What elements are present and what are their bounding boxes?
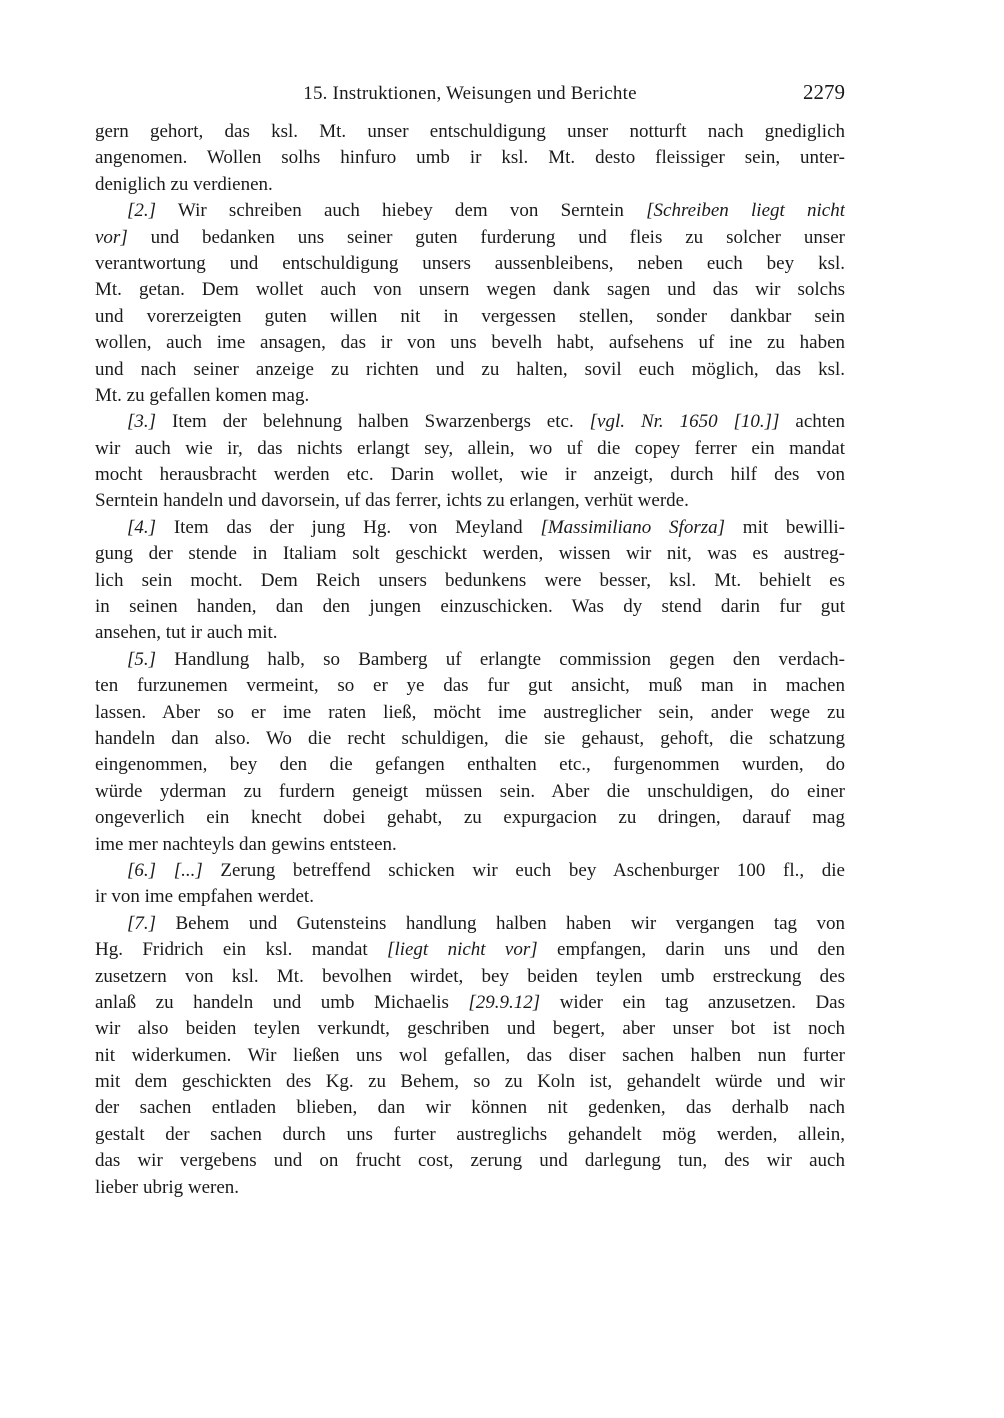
paragraph	[95, 198, 845, 409]
editorial-note: [6.] [...]	[127, 859, 203, 881]
text-line	[95, 119, 845, 145]
text-line	[95, 673, 845, 699]
text-run: und nach seiner anzeige zu richten und zu halten, sovil euch möglich, das ksl.	[95, 358, 845, 380]
text-run: das wir vergebens und on frucht cost, zerung und darlegung tun, des wir auch	[95, 1150, 845, 1172]
editorial-note: [4.]	[127, 516, 157, 538]
text-line	[95, 277, 845, 303]
text-line	[95, 515, 845, 541]
text-run: ansehen, tut ir auch mit.	[95, 622, 278, 644]
paragraph	[95, 647, 845, 858]
text-line	[95, 1043, 845, 1069]
editorial-note: [5.]	[127, 648, 157, 670]
text-run: eingenommen, bey den die gefangen enthalten etc., furgenommen wurden, do	[95, 754, 845, 776]
text-run: Hg. Fridrich ein ksl. mandat	[95, 939, 388, 961]
text-line	[95, 700, 845, 726]
paragraph	[95, 858, 845, 911]
text-line	[95, 409, 845, 435]
text-run: und bedanken uns seiner guten furderung und fleis zu solcher unser	[127, 226, 845, 248]
text-run: Zerung betreffend schicken wir euch bey Aschenburger 100 fl., die	[202, 859, 845, 881]
text-run: mit dem geschickten des Kg. zu Behem, so zu Koln ist, gehandelt würde und wir	[95, 1071, 845, 1093]
text-line	[95, 304, 845, 330]
editorial-note: [2.]	[127, 200, 157, 222]
paragraph	[95, 515, 845, 647]
text-run: Item der belehnung halben Swarzenbergs etc.	[156, 411, 590, 433]
text-line	[95, 1175, 845, 1201]
text-line	[95, 779, 845, 805]
text-line	[95, 568, 845, 594]
page-header	[95, 82, 845, 106]
text-line	[95, 1122, 845, 1148]
text-run: wollen, auch ime ansagen, das ir von uns bevelh habt, aufsehens uf ine zu haben	[95, 332, 845, 354]
editorial-note: [vgl. Nr. 1650 [10.]]	[589, 411, 780, 433]
editorial-note: vor]	[95, 226, 128, 248]
text-line	[95, 436, 845, 462]
text-run: Item das der jung Hg. von Meyland	[156, 516, 541, 538]
text-run: zusetzern von ksl. Mt. bevolhen wirdet, bey beiden teylen umb erstreckung des	[95, 965, 845, 987]
text-line	[95, 1095, 845, 1121]
text-line	[95, 488, 845, 514]
text-run: gestalt der sachen durch uns furter austreglichs gehandelt mög werden, allein,	[95, 1123, 845, 1145]
editorial-note: [7.]	[127, 912, 157, 934]
text-line	[95, 911, 845, 937]
text-run: Wir schreiben auch hiebey dem von Serntein	[156, 200, 647, 222]
text-line	[95, 752, 845, 778]
text-line	[95, 541, 845, 567]
text-line	[95, 462, 845, 488]
text-line	[95, 1148, 845, 1174]
text-line	[95, 198, 845, 224]
text-run: mit bewilli-	[725, 516, 845, 538]
text-run: ongeverlich ein knecht dobei gehabt, zu expurgacion zu dringen, darauf mag	[95, 807, 845, 829]
text-line	[95, 805, 845, 831]
text-line	[95, 964, 845, 990]
paragraph	[95, 119, 845, 198]
text-line	[95, 251, 845, 277]
text-run: Mt. zu gefallen komen mag.	[95, 384, 310, 406]
text-line	[95, 832, 845, 858]
text-line	[95, 145, 845, 171]
text-line	[95, 937, 845, 963]
text-line	[95, 884, 845, 910]
text-run: empfangen, darin uns und den	[537, 939, 845, 961]
text-run: ime mer nachteyls dan gewins entsteen.	[95, 833, 397, 855]
text-line	[95, 647, 845, 673]
text-run: und vorerzeigten guten willen nit in vergessen stellen, sonder dankbar sein	[95, 305, 845, 327]
text-line	[95, 1016, 845, 1042]
text-run: wir auch wie ir, das nichts erlangt sey, allein, wo uf die copey ferrer ein mandat	[95, 437, 845, 459]
text-run: in seinen handen, dan den jungen einzuschicken. Was dy stend darin fur gut	[95, 596, 845, 618]
text-run: wir also beiden teylen verkundt, geschriben und begert, aber unser bot ist noch	[95, 1018, 845, 1040]
text-run: mocht herausbracht werden etc. Darin wollet, wie ir anzeigt, durch hilf des von	[95, 464, 845, 486]
text-run: verantwortung und entschuldigung unsers aussenbleibens, neben euch bey ksl.	[95, 252, 845, 274]
running-header: 15. Instruktionen, Weisungen und Berichte	[303, 83, 637, 104]
text-run: achten	[779, 411, 845, 433]
text-run: Mt. getan. Dem wollet auch von unsern wegen dank sagen und das wir solchs	[95, 279, 845, 301]
text-line	[95, 858, 845, 884]
text-run: deniglich zu verdienen.	[95, 173, 273, 195]
text-run: ten furzunemen vermeint, so er ye das fur gut ansicht, muß man in machen	[95, 675, 845, 697]
editorial-note: [Massimiliano Sforza]	[540, 516, 726, 538]
text-line	[95, 620, 845, 646]
text-run: Handlung halb, so Bamberg uf erlangte commission gegen den verdach-	[156, 648, 845, 670]
text-run: handeln dan also. Wo die recht schuldigen, die sie gehaust, gehoft, die schatzung	[95, 727, 845, 749]
text-line	[95, 990, 845, 1016]
paragraph	[95, 911, 845, 1201]
text-run: würde yderman zu furdern geneigt müssen sein. Aber die unschuldigen, do einer	[95, 780, 845, 802]
text-run: der sachen entladen blieben, dan wir können nit gedenken, das derhalb nach	[95, 1097, 845, 1119]
text-run: gern gehort, das ksl. Mt. unser entschuldigung unser notturft nach gnediglich	[95, 121, 845, 142]
paragraph	[95, 409, 845, 515]
page-number: 2279	[803, 80, 845, 104]
text-run: angenomen. Wollen solhs hinfuro umb ir ksl. Mt. desto fleissiger sein, unter-	[95, 147, 845, 169]
text-run: Behem und Gutensteins handlung halben haben wir vergangen tag von	[156, 912, 845, 934]
editorial-note: [liegt nicht vor]	[387, 939, 538, 961]
editorial-note: [3.]	[127, 411, 157, 433]
text-run: ir von ime empfahen werdet.	[95, 886, 314, 908]
text-run: nit widerkumen. Wir ließen uns wol gefallen, das diser sachen halben nun furter	[95, 1044, 845, 1066]
editorial-note: [29.9.12]	[468, 991, 541, 1013]
text-line	[95, 594, 845, 620]
editorial-note: [Schreiben liegt nicht	[646, 200, 845, 222]
text-run: anlaß zu handeln und umb Michaelis	[95, 991, 469, 1013]
text-run: Serntein handeln und davorsein, uf das ferrer, ichts zu erlangen, verhüt werde.	[95, 490, 689, 512]
text-line	[95, 330, 845, 356]
text-line	[95, 357, 845, 383]
text-line	[95, 1069, 845, 1095]
text-run: lassen. Aber so er ime raten ließ, möcht ime austreglicher sein, ander wege zu	[95, 701, 845, 723]
text-run: wider ein tag anzusetzen. Das	[540, 991, 845, 1013]
text-run: lich sein mocht. Dem Reich unsers bedunkens were besser, ksl. Mt. behielt es	[95, 569, 845, 591]
text-line	[95, 726, 845, 752]
text-line	[95, 225, 845, 251]
text-line	[95, 383, 845, 409]
text-run: lieber ubrig weren.	[95, 1176, 240, 1198]
document-body	[95, 119, 845, 1201]
text-line	[95, 172, 845, 198]
text-run: gung der stende in Italiam solt geschickt werden, wissen wir nit, was es austreg-	[95, 543, 845, 565]
